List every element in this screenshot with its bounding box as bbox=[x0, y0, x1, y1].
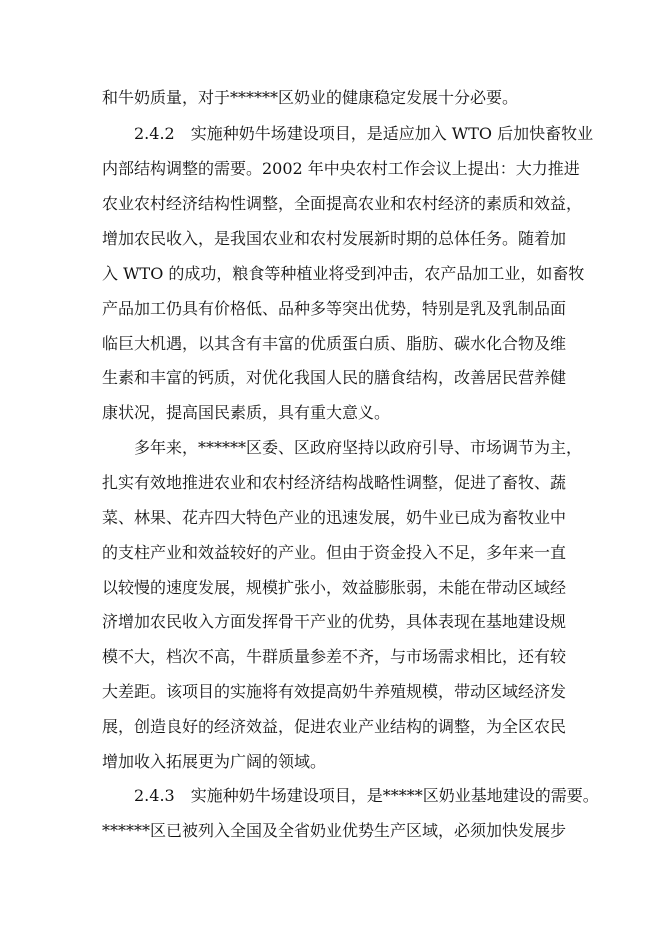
text-line-1: 和牛奶质量，对于******区奶业的健康稳定发展十分必要。 bbox=[102, 88, 519, 107]
text-line-16: 济增加农民收入方面发挥骨干产业的优势，具体表现在基地建设规 bbox=[102, 612, 567, 631]
text-line-22: ******区已被列入全国及全省奶业优势生产区域，必须加快发展步 bbox=[102, 821, 567, 840]
text-line-17: 模不大，档次不高，牛群质量参差不齐，与市场需求相比，还有较 bbox=[102, 647, 567, 666]
text-line-15: 以较慢的速度发展，规模扩张小，效益膨胀弱，未能在带动区域经 bbox=[102, 578, 567, 597]
text-line-9: 生素和丰富的钙质，对优化我国人民的膳食结构，改善居民营养健 bbox=[102, 368, 567, 387]
text-line-8: 临巨大机遇，以其含有丰富的优质蛋白质、脂肪、碳水化合物及维 bbox=[102, 334, 567, 353]
text-line-13: 菜、林果、花卉四大特色产业的迅速发展，奶牛业已成为畜牧业中 bbox=[102, 508, 567, 527]
text-line-12: 扎实有效地推进农业和农村经济结构战略性调整，促进了畜牧、蔬 bbox=[102, 473, 567, 492]
text-line-5: 增加农民收入，是我国农业和农村发展新时期的总体任务。随着加 bbox=[102, 229, 567, 248]
text-line-20: 增加收入拓展更为广阔的领域。 bbox=[102, 752, 327, 771]
text-line-14: 的支柱产业和效益较好的产业。但由于资金投入不足，多年来一直 bbox=[102, 543, 567, 562]
text-line-3: 内部结构调整的需要。2002 年中央农村工作会议上提出：大力推进 bbox=[102, 159, 580, 178]
paragraph-start-line: 多年来，******区委、区政府坚持以政府引导、市场调节为主， bbox=[134, 438, 583, 457]
section-2-4-3-heading: 2.4.3 实施种奶牛场建设项目，是*****区奶业基地建设的需要。 bbox=[134, 786, 599, 805]
section-2-4-2-heading: 2.4.2 实施种奶牛场建设项目，是适应加入 WTO 后加快畜牧业 bbox=[134, 124, 594, 143]
text-line-7: 产品加工仍具有价格低、品种多等突出优势，特别是乳及乳制品面 bbox=[102, 299, 567, 318]
text-line-6: 入 WTO 的成功，粮食等种植业将受到冲击，农产品加工业，如畜牧 bbox=[102, 264, 585, 283]
text-line-4: 农业农村经济结构性调整，全面提高农业和农村经济的素质和效益， bbox=[102, 194, 583, 213]
text-line-19: 展，创造良好的经济效益，促进农业产业结构的调整，为全区农民 bbox=[102, 717, 567, 736]
text-line-10: 康状况，提高国民素质，具有重大意义。 bbox=[102, 403, 391, 422]
text-line-18: 大差距。该项目的实施将有效提高奶牛养殖规模，带动区域经济发 bbox=[102, 682, 567, 701]
